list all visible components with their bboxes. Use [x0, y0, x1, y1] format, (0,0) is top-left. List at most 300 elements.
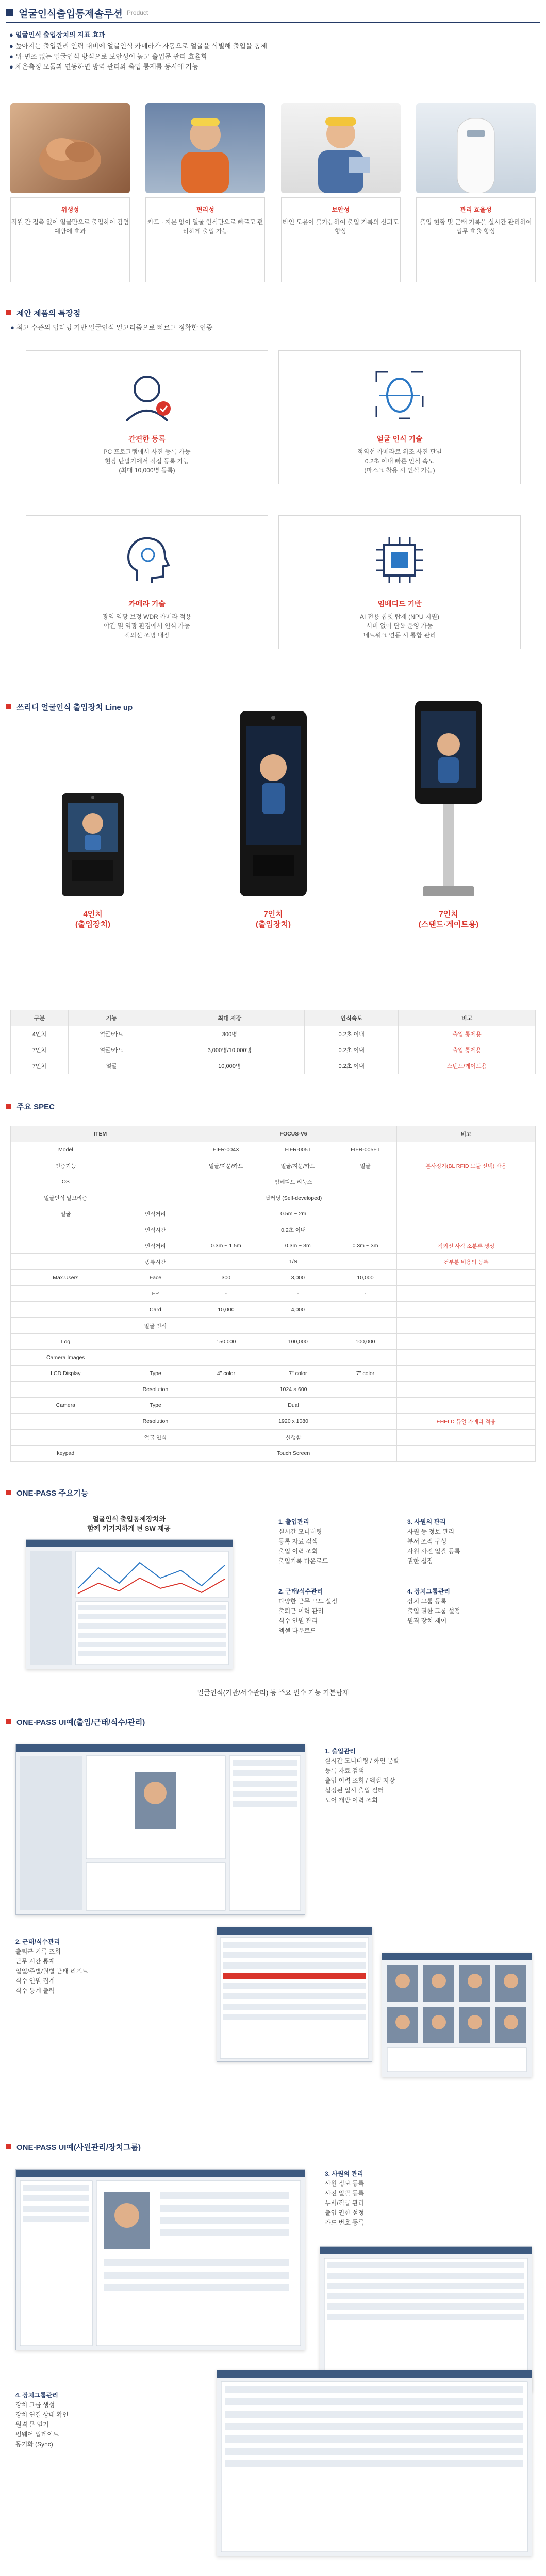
benefit-card: [145, 103, 265, 282]
benefit-card: [281, 103, 401, 282]
spec-cell: Resolution: [121, 1382, 190, 1398]
features-header: [6, 304, 540, 321]
intro-bullets: [9, 41, 267, 72]
spec-cell: 인식거리: [121, 1206, 190, 1222]
table-cell: 7인치: [11, 1042, 69, 1058]
benefit-card: [416, 103, 536, 282]
ui2-screenshot-devices: [217, 2370, 532, 2556]
spec-cell: 종류시간: [121, 1254, 190, 1270]
spec-cell: 10,000: [190, 1302, 262, 1318]
intro-heading-text: 얼굴인식 출입장치의 지표 효과: [15, 31, 105, 39]
onepass-window: [26, 1539, 233, 1669]
features-title: 제안 제품의 특장점: [16, 309, 81, 318]
table-header: 인식속도: [305, 1010, 399, 1026]
feature-title: 간편한 등록: [128, 435, 166, 443]
compare-table: [10, 1010, 536, 1074]
window-titlebar: [217, 1927, 372, 1935]
func-item: 원격 문 열기: [15, 2421, 49, 2428]
spec-cell: 임베디드 리눅스: [190, 1174, 397, 1190]
spec-cell: [121, 1334, 190, 1350]
feature-line: 현장 단말기에서 직접 등록 가능: [104, 457, 190, 465]
spec-cell: [11, 1414, 121, 1430]
spec-head: ITEM: [11, 1126, 190, 1142]
spec-cell: Camera: [11, 1398, 121, 1414]
feature-line: AI 전용 칩셋 탑재 (NPU 지원): [359, 613, 440, 620]
feature-title: 카메라 기술: [128, 600, 166, 608]
features-subtitle: [10, 323, 212, 333]
header-square-icon: [6, 9, 13, 16]
spec-cell: [397, 1430, 536, 1446]
intro-bullet: [9, 41, 267, 52]
benefit-title: 위생성: [61, 206, 79, 213]
spec-cell: [397, 1142, 536, 1158]
func-item: 출입기록 다운로드: [278, 1557, 328, 1565]
benefit-title: 편리성: [196, 206, 214, 213]
spec-cell: 1024 × 600: [190, 1382, 397, 1398]
spec-cell: FIFR-005T: [262, 1142, 334, 1158]
spec-header-row: [11, 1126, 536, 1142]
onepass-func3: [407, 1517, 531, 1566]
spec-cell: [397, 1190, 536, 1206]
func-item: 사진 일괄 등록: [325, 2190, 365, 2197]
window-titlebar: [26, 1540, 233, 1547]
intro-bullet: [9, 62, 267, 72]
table-header: 구분: [11, 1010, 69, 1026]
device-size: 4인치: [83, 910, 103, 919]
feature-line: (최대 10,000명 등록): [119, 467, 175, 474]
feature-box: [278, 350, 521, 484]
ui1-title: ONE-PASS UI예(출입/근태/식수/관리): [16, 1718, 145, 1727]
benefit-caption: [10, 197, 130, 282]
face-scan-icon: [369, 364, 431, 426]
window-titlebar: [16, 1744, 305, 1752]
spec-row: [11, 1318, 536, 1334]
spec-cell: [121, 1446, 190, 1462]
spec-cell: 10,000: [334, 1270, 397, 1286]
spec-cell: 100,000: [262, 1334, 334, 1350]
func-heading: 1. 출입관리: [278, 1518, 309, 1526]
bullet-icon: ●: [9, 42, 13, 50]
section-square-icon: [6, 1104, 11, 1109]
spec-cell: Touch Screen: [190, 1446, 397, 1462]
spec-cell: [121, 1174, 190, 1190]
spec-body: [11, 1142, 536, 1462]
section-square-icon: [6, 704, 11, 709]
spec-cell: 적외선 사각 소분류 생성: [397, 1238, 536, 1254]
spec-cell: [262, 1350, 334, 1366]
func-item: 권한 설정: [407, 1557, 433, 1565]
spec-cell: 인증기능: [11, 1158, 121, 1174]
device-name: [392, 909, 505, 930]
spec-cell: 1920 x 1080: [190, 1414, 397, 1430]
table-row: [11, 1058, 536, 1074]
benefit-title: 관리 효율성: [460, 206, 492, 213]
func-item: 등록 자료 검색: [278, 1538, 318, 1545]
benefit-caption: [416, 197, 536, 282]
feature-title: 얼굴 인식 기술: [376, 435, 423, 443]
onepass-func4: [407, 1587, 531, 1626]
spec-cell: 얼굴/지문/카드: [190, 1158, 262, 1174]
feature-box: [26, 515, 268, 649]
spec-cell: [397, 1174, 536, 1190]
spec-cell: 7" color: [262, 1366, 334, 1382]
engineer-photo: [281, 103, 401, 193]
spec-row: [11, 1430, 536, 1446]
table-cell: 300명: [155, 1026, 304, 1042]
spec-cell: Type: [121, 1366, 190, 1382]
spec-cell: 0.3m ~ 3m: [262, 1238, 334, 1254]
func-item: 식수 인원 관리: [278, 1617, 318, 1624]
spec-cell: 0.2초 이내: [190, 1222, 397, 1238]
spec-cell: [334, 1350, 397, 1366]
device-stand-image: [392, 696, 505, 902]
device-4inch-image: [41, 732, 144, 902]
ui2-right-list: [325, 2169, 531, 2228]
func-item: 등록 자료 검색: [325, 1767, 365, 1774]
onepass-caption: 얼굴인식(기반/서수관리) 등 주요 필수 기능 기본탑재: [197, 1689, 349, 1697]
func-heading: 2. 근태/식수관리: [15, 1938, 60, 1945]
spec-title: 주요 SPEC: [16, 1102, 55, 1111]
spec-cell: 4" color: [190, 1366, 262, 1382]
func-item: 장치 그룹 생성: [15, 2401, 55, 2409]
spec-cell: FIFR-005FT: [334, 1142, 397, 1158]
spec-cell: [397, 1270, 536, 1286]
table-header-row: [11, 1010, 536, 1026]
spec-cell: Log: [11, 1334, 121, 1350]
benefit-card: [10, 103, 130, 282]
ui1-main-preview: [16, 1752, 305, 1914]
page-header: [6, 4, 540, 23]
ui1-faces-preview: [382, 1960, 532, 2077]
bullet-icon: ●: [9, 63, 13, 71]
spec-cell: FIFR-004X: [190, 1142, 262, 1158]
spec-row: [11, 1334, 536, 1350]
func-item: 동기화 (Sync): [15, 2441, 53, 2448]
ui1-screenshot-grid: [217, 1927, 372, 2062]
ui2-left-list: [15, 2391, 170, 2449]
feature-line: (마스크 착용 시 인식 가능): [364, 467, 435, 474]
table-cell: 0.2초 이내: [305, 1042, 399, 1058]
spec-cell: -: [262, 1286, 334, 1302]
func-item: 출입 권한 그룹 설정: [407, 1607, 460, 1615]
func-item: 식수 통계 출력: [15, 1987, 55, 1994]
func-heading: 3. 사원의 관리: [407, 1518, 446, 1526]
func-item: 출퇴근 이력 관리: [278, 1607, 324, 1615]
ui1-screenshot-main: [15, 1744, 305, 1915]
ui2-header: [6, 2138, 540, 2156]
func-item: 다양한 근무 모드 설정: [278, 1598, 338, 1605]
spec-cell: [121, 1190, 190, 1206]
worker-photo: [145, 103, 265, 193]
spec-cell: [11, 1238, 121, 1254]
spec-row: [11, 1238, 536, 1254]
spec-row: [11, 1302, 536, 1318]
func-heading: 2. 근태/식수관리: [278, 1588, 323, 1595]
spec-cell: [11, 1254, 121, 1270]
benefit-cards: [10, 103, 536, 282]
device-size: 7인치: [439, 910, 458, 919]
device-size: 7인치: [263, 910, 283, 919]
spec-cell: 4,000: [262, 1302, 334, 1318]
worker-illustration: [145, 103, 265, 193]
spec-cell: [190, 1318, 262, 1334]
spec-cell: 얼굴 인식: [121, 1430, 190, 1446]
feature-box: [26, 350, 268, 484]
lineup-title: 쓰리디 얼굴인식 출입장치 Line up: [16, 703, 133, 712]
func-item: 사원 등 정보 관리: [407, 1528, 455, 1535]
func-item: 도어 개방 이력 조회: [325, 1797, 378, 1804]
spec-cell: [397, 1318, 536, 1334]
benefit-caption: [281, 197, 401, 282]
spec-cell: 얼굴 인식: [121, 1318, 190, 1334]
table-header: 비고: [399, 1010, 536, 1026]
spec-cell: [11, 1302, 121, 1318]
func-item: 부서/직급 관리: [325, 2199, 365, 2207]
spec-row: [11, 1158, 536, 1174]
func-item: 출입 이력 조회 / 엑셀 저장: [325, 1777, 395, 1784]
device-4inch: [41, 732, 144, 930]
spec-cell: [397, 1446, 536, 1462]
spec-cell: 0.5m ~ 2m: [190, 1206, 397, 1222]
feature-desc: [279, 612, 520, 640]
table-cell: 0.2초 이내: [305, 1026, 399, 1042]
spec-cell: 1/N: [190, 1254, 397, 1270]
section-square-icon: [6, 1719, 11, 1724]
feature-box: [278, 515, 521, 649]
table-cell: 얼굴: [68, 1058, 155, 1074]
onepass-chart-preview: [26, 1547, 233, 1669]
spec-row: [11, 1398, 536, 1414]
spec-cell: Face: [121, 1270, 190, 1286]
func-item: 장치 연결 상태 확인: [15, 2411, 69, 2418]
spec-head: 비고: [397, 1126, 536, 1142]
onepass-title: ONE-PASS 주요기능: [16, 1488, 89, 1498]
device-stand: [392, 696, 505, 930]
spec-cell: -: [334, 1286, 397, 1302]
spec-cell: [397, 1334, 536, 1350]
spec-row: [11, 1446, 536, 1462]
spec-cell: Max.Users: [11, 1270, 121, 1286]
intro-bullet-text: 체온측정 모듈과 연동하면 방역 관리와 출입 통제를 동시에 가능: [15, 63, 199, 71]
spec-cell: 건부분 비용의 등록: [397, 1254, 536, 1270]
func-item: 사원 사진 일괄 등록: [407, 1548, 460, 1555]
table-cell: 출입 통제용: [399, 1042, 536, 1058]
spec-cell: [397, 1222, 536, 1238]
device-type: (출입장치): [75, 920, 110, 929]
onepass-func1: [278, 1517, 402, 1566]
table-row: [11, 1026, 536, 1042]
ui1-screenshot-faces: [382, 1953, 532, 2077]
spec-cell: [334, 1302, 397, 1318]
feature-desc: [26, 612, 268, 640]
feature-line: PC 프로그램에서 사진 등록 가능: [103, 448, 191, 455]
ui2-title: ONE-PASS UI예(사원관리/장치그룹): [16, 2143, 141, 2152]
spec-cell: [397, 1366, 536, 1382]
func-item: 설정된 일시 출입 필터: [325, 1787, 384, 1794]
func-item: 실시간 모니터링: [278, 1528, 322, 1535]
spec-cell: [397, 1398, 536, 1414]
spec-cell: 딥러닝 (Self-developed): [190, 1190, 397, 1206]
ui1-left-list: [15, 1937, 170, 1996]
table-cell: 3,000명/10,000명: [155, 1042, 304, 1058]
func-item: 원격 장치 제어: [407, 1617, 447, 1624]
spec-cell: 150,000: [190, 1334, 262, 1350]
spec-cell: 3,000: [262, 1270, 334, 1286]
spec-head: FOCUS-V6: [190, 1126, 397, 1142]
spec-cell: 얼굴: [334, 1158, 397, 1174]
spec-cell: EHELD 듀얼 카메라 적용: [397, 1414, 536, 1430]
spec-cell: Resolution: [121, 1414, 190, 1430]
spec-cell: Card: [121, 1302, 190, 1318]
spec-row: [11, 1382, 536, 1398]
ui2-devices-preview: [217, 2378, 532, 2556]
spec-cell: keypad: [11, 1446, 121, 1462]
features-subtitle-text: 최고 수준의 딥러닝 기반 얼굴인식 알고리즘으로 빠르고 정확한 인증: [16, 324, 213, 331]
feature-line: 적외선 조명 내장: [124, 632, 170, 639]
intro-bullet-text: 높아지는 출입관리 인력 대비에 얼굴인식 카메라가 자동으로 얼굴을 식별해 출입을 통제: [15, 42, 268, 50]
spec-cell: 100,000: [334, 1334, 397, 1350]
intro-bullet-text: 위·변조 없는 얼굴인식 방식으로 보안성이 높고 출입문 관리 효율화: [15, 53, 208, 60]
feature-line: 야간 및 역광 환경에서 인식 가능: [104, 622, 190, 630]
feature-desc: [26, 447, 268, 475]
spec-cell: -: [190, 1286, 262, 1302]
device-7inch-image: [222, 701, 325, 902]
intro-heading: [9, 30, 105, 40]
spec-table: [10, 1126, 536, 1462]
feature-line: 적외선 카메라로 위조 사진 판별: [357, 448, 442, 455]
ui2-main-preview: [16, 2177, 305, 2350]
window-titlebar: [217, 2370, 532, 2378]
func-item: 펌웨어 업데이트: [15, 2431, 59, 2438]
spec-row: [11, 1350, 536, 1366]
spec-cell: 본사정기(BL RFID 모듈 선택) 사용: [397, 1158, 536, 1174]
table-cell: 스탠드/게이트용: [399, 1058, 536, 1074]
benefit-text: 타인 도용이 불가능하여 출입 기록의 신뢰도 향상: [282, 218, 399, 235]
bullet-icon: ●: [9, 31, 13, 39]
benefit-text: 카드 · 지문 없이 얼굴 인식만으로 빠르고 편리하게 출입 가능: [147, 218, 263, 235]
benefit-text: 직원 간 접촉 없이 얼굴만으로 출입하여 감염 예방에 효과: [11, 218, 129, 235]
feature-line: 네트워크 연동 시 통합 관리: [363, 632, 436, 639]
func-item: 실시간 모니터링 / 화면 분할: [325, 1757, 400, 1765]
spec-cell: [334, 1318, 397, 1334]
spec-row: [11, 1206, 536, 1222]
feature-line: 0.2초 이내 빠른 인식 속도: [365, 457, 435, 465]
feature-title: 임베디드 기반: [377, 600, 422, 608]
func-item: 일일/주별/월별 근태 리포트: [15, 1968, 88, 1975]
spec-cell: FP: [121, 1286, 190, 1302]
onepass-box-title: 얼굴인식 출입통제장치와 함께 키기지하게 된 SW 제공: [87, 1515, 171, 1532]
ai-head-icon: [116, 529, 178, 591]
spec-cell: 얼굴/지문/카드: [262, 1158, 334, 1174]
window-titlebar: [16, 2170, 305, 2177]
func-item: 출퇴근 기록 조회: [15, 1948, 61, 1955]
window-titlebar: [320, 2247, 532, 2254]
spec-cell: [11, 1318, 121, 1334]
device-type: (출입장치): [256, 920, 291, 929]
table-header: 최대 저장: [155, 1010, 304, 1026]
table-cell: 7인치: [11, 1058, 69, 1074]
func-item: 사원 정보 등록: [325, 2180, 365, 2187]
spec-cell: [121, 1158, 190, 1174]
feature-line: 서버 없이 단독 운영 가능: [366, 622, 433, 630]
spec-cell: 7" color: [334, 1366, 397, 1382]
page-title: 얼굴인식출입통제솔루션: [19, 8, 123, 20]
table-cell: 얼굴/카드: [68, 1026, 155, 1042]
device-name: [222, 909, 325, 930]
spec-cell: Type: [121, 1398, 190, 1414]
spec-cell: LCD Display: [11, 1366, 121, 1382]
spec-row: [11, 1254, 536, 1270]
func-heading: 1. 출입관리: [325, 1748, 356, 1755]
feature-desc: [279, 447, 520, 475]
spec-cell: 인식시간: [121, 1222, 190, 1238]
spec-cell: [190, 1350, 262, 1366]
spec-cell: OS: [11, 1174, 121, 1190]
ui1-header: [6, 1713, 540, 1731]
spec-row: [11, 1286, 536, 1302]
spec-cell: [397, 1382, 536, 1398]
func-item: 부서 조직 구성: [407, 1538, 447, 1545]
table-cell: 10,000명: [155, 1058, 304, 1074]
spec-cell: 0.3m ~ 1.5m: [190, 1238, 262, 1254]
spec-cell: [11, 1430, 121, 1446]
engineer-illustration: [281, 103, 401, 193]
spec-cell: [11, 1382, 121, 1398]
spec-cell: [11, 1286, 121, 1302]
table-cell: 0.2초 이내: [305, 1058, 399, 1074]
func-heading: 4. 장치그룹관리: [15, 2392, 58, 2399]
func-item: 출입 권한 설정: [325, 2209, 365, 2216]
func-item: 근무 시간 통계: [15, 1958, 55, 1965]
bullet-icon: ●: [9, 53, 13, 60]
table-header: 기능: [68, 1010, 155, 1026]
cleanroom-illustration: [416, 103, 536, 193]
window-titlebar: [382, 1953, 532, 1960]
spec-row: [11, 1414, 536, 1430]
func-heading: 4. 장치그룹관리: [407, 1588, 450, 1595]
spec-row: [11, 1142, 536, 1158]
table-cell: 출입 통제용: [399, 1026, 536, 1042]
func-item: 식수 인원 집계: [15, 1977, 55, 1985]
spec-row: [11, 1222, 536, 1238]
device-type: (스탠드·게이트용): [418, 920, 479, 929]
spec-cell: 얼굴인식 알고리즘: [11, 1190, 121, 1206]
spec-cell: 실행함: [190, 1430, 397, 1446]
benefit-text: 출입 현황 및 근태 기록을 실시간 관리하여 업무 효율 향상: [420, 218, 532, 235]
gpu-chip-icon: [369, 529, 431, 591]
spec-cell: 인식거리: [121, 1238, 190, 1254]
intro-bullet: [9, 52, 267, 62]
face-register-icon: [116, 364, 178, 426]
cleanroom-photo: [416, 103, 536, 193]
spec-row: [11, 1366, 536, 1382]
spec-row: [11, 1190, 536, 1206]
spec-cell: [121, 1142, 190, 1158]
section-square-icon: [6, 2144, 11, 2149]
device-7inch: [222, 701, 325, 930]
table-cell: 얼굴/카드: [68, 1042, 155, 1058]
spec-cell: Model: [11, 1142, 121, 1158]
func-item: 장치 그룹 등록: [407, 1598, 447, 1605]
spec-cell: [262, 1318, 334, 1334]
spec-cell: 300: [190, 1270, 262, 1286]
spec-cell: Dual: [190, 1398, 397, 1414]
ui2-screenshot-main: [15, 2169, 305, 2350]
section-square-icon: [6, 1490, 11, 1495]
section-square-icon: [6, 310, 11, 315]
benefit-caption: [145, 197, 265, 282]
spec-header: [6, 1097, 540, 1115]
